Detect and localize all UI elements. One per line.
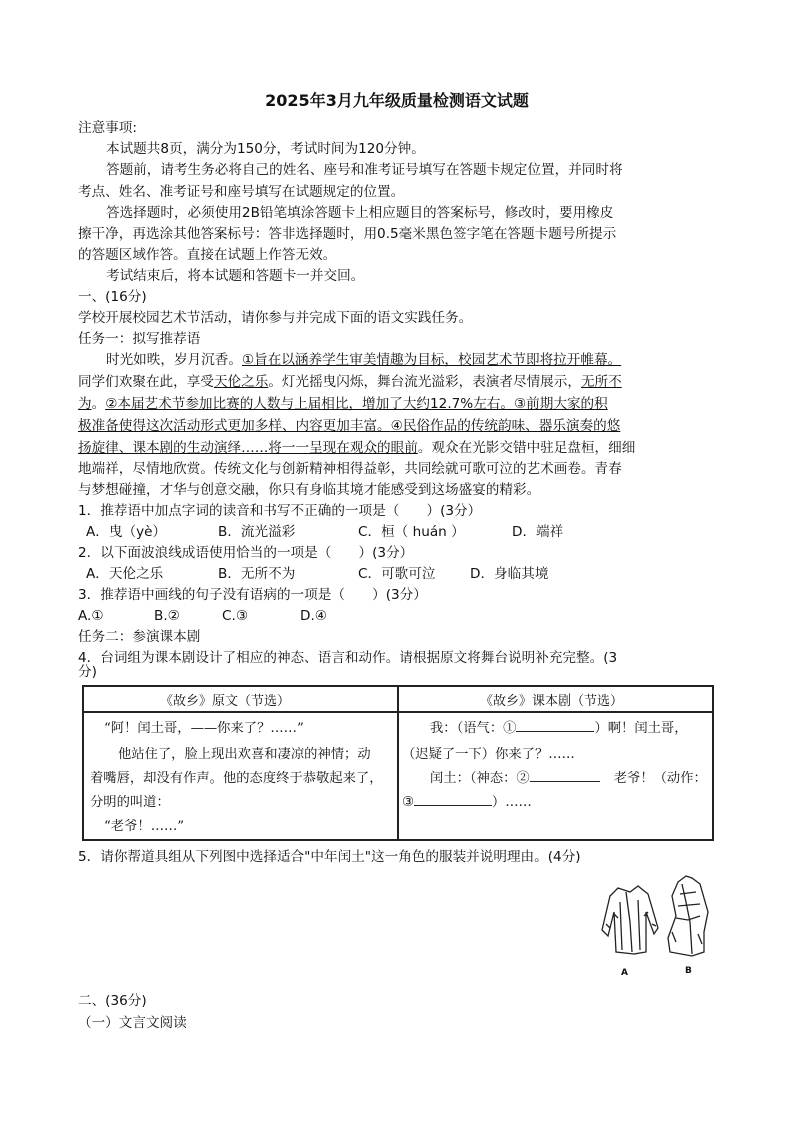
page-title: 2025年3月九年级质量检测语文试题 bbox=[265, 91, 529, 110]
q1-option-b: B．流光溢彩 bbox=[218, 524, 296, 540]
passage-line-2: 同学们欢聚在此，享受天伦之乐。灯光摇曳闪烁，舞台流光溢彩，表演者尽情展示，无所不 bbox=[78, 374, 622, 390]
table-divider-vertical bbox=[397, 687, 399, 839]
notice-heading: 注意事项: bbox=[78, 120, 137, 136]
section2-heading: 二、(36分) bbox=[78, 993, 147, 1009]
passage-line-6: 地端祥，尽情地欣赏。传统文化与创新精神相得益彰，共同绘就可歌可泣的艺术画卷。青春 bbox=[78, 461, 622, 477]
q3-option-b: B.② bbox=[154, 608, 180, 624]
sentence-1: ①旨在以涵养学生审美情趣为目标，校园艺术节即将拉开帷幕。 bbox=[241, 352, 622, 368]
question-3: 3．推荐语中画线的句子没有语病的一项是（ ）(3分） bbox=[78, 587, 427, 603]
table-divider-horizontal bbox=[84, 711, 712, 713]
q2-option-d: D．身临其境 bbox=[470, 566, 549, 582]
question-5: 5．请你帮道具组从下列图中选择适合"中年闰土"这一角色的服装并说明理由。(4分) bbox=[78, 849, 581, 865]
original-line-5: “老爷！……” bbox=[104, 819, 185, 834]
sentence-4: ④民俗作品的传统韵味、器乐演奏的悠 bbox=[390, 418, 621, 434]
original-line-2: 他站住了，脸上现出欢喜和凄凉的神情；动 bbox=[118, 747, 371, 762]
passage-line-7: 与梦想碰撞，才华与创意交融，你只有身临其境才能感受到这场盛宴的精彩。 bbox=[78, 482, 541, 498]
original-line-4: 分明的叫道： bbox=[90, 795, 170, 810]
costume-figures bbox=[596, 872, 720, 980]
table-header-play: 《故乡》课本剧（节选） bbox=[480, 694, 624, 709]
notice-p3b: 擦干净，再选涂其他答案标号：答非选择题时，用0.5毫米黑色签字笔在答题卡题号所提示 bbox=[78, 226, 617, 242]
answer-blank-3[interactable] bbox=[414, 791, 492, 806]
task1-title: 任务一：拟写推荐语 bbox=[78, 331, 201, 347]
question-4: 4．台词组为课本剧设计了相应的神态、语言和动作。请根据原文将舞台说明补充完整。(3 bbox=[78, 650, 618, 666]
original-line-1: “阿！闰土哥，——你来了？……” bbox=[104, 721, 304, 736]
table-header-original: 《故乡》原文（节选） bbox=[160, 694, 291, 709]
costume-a-label: A bbox=[621, 968, 628, 978]
q2-option-a: A．天伦之乐 bbox=[86, 566, 164, 582]
passage-line-1: 时光如昳，岁月沉香。①旨在以涵养学生审美情趣为目标，校园艺术节即将拉开帷幕。 bbox=[106, 352, 622, 368]
question-1: 1．推荐语中加点字词的读音和书写不正确的一项是（ ）(3分） bbox=[78, 503, 482, 519]
q2-option-c: C．可歌可泣 bbox=[358, 566, 436, 582]
notice-p4: 考试结束后，将本试题和答题卡一并交回。 bbox=[106, 268, 365, 284]
notice-p1: 本试题共8页，满分为150分，考试时间为120分钟。 bbox=[106, 141, 425, 157]
q2-option-b: B．无所不为 bbox=[218, 566, 296, 582]
q1-option-d: D．端祥 bbox=[512, 524, 564, 540]
q3-option-a: A.① bbox=[78, 608, 104, 624]
idiom-wusuobuwei: 无所不 bbox=[580, 374, 622, 390]
question-4-cont: 分) bbox=[78, 664, 97, 680]
comparison-table bbox=[82, 685, 714, 841]
notice-p2a: 答题前，请考生务必将自己的姓名、座号和准考证号填写在答题卡规定位置，并同时将 bbox=[106, 162, 623, 178]
sentence-3: ③前期大家的积 bbox=[514, 396, 608, 412]
original-line-3: 着嘴唇，却没有作声。他的态度终于恭敬起来了， bbox=[90, 771, 383, 786]
answer-blank-1[interactable] bbox=[516, 717, 594, 732]
play-line-1: 我：（语气：① ）啊！闰土哥， bbox=[430, 717, 688, 741]
section1-intro: 学校开展校园艺术节活动，请你参与并完成下面的语文实践任务。 bbox=[78, 310, 473, 326]
costume-a-illustration[interactable] bbox=[602, 886, 658, 954]
passage-line-4: 极准备使得这次活动形式更加多样、内容更加丰富。④民俗作品的传统韵味、器乐演奏的悠 bbox=[78, 418, 621, 434]
play-line-4: ③ ）…… bbox=[402, 791, 532, 815]
passage-line-3: 为。②本届艺术节参加比赛的人数与上届相比，增加了大约12.7%左右。③前期大家的积 bbox=[78, 396, 608, 412]
notice-p2b: 考点、姓名、准考证号和座号填写在试题规定的位置。 bbox=[78, 184, 405, 200]
passage-line-5: 扬旋律、课本剧的生动演绎……将一一呈现在观众的眼前。观众在光影交错中驻足盘桓，细细 bbox=[78, 440, 636, 456]
task2-title: 任务二：参演课本剧 bbox=[78, 629, 201, 645]
q1-option-c: C．桓（ huán ） bbox=[358, 524, 465, 540]
q3-option-c: C.③ bbox=[222, 608, 248, 624]
idiom-tianlun: 天伦之乐 bbox=[213, 374, 269, 390]
play-line-3: 闰土：（神态：② 老爷！（动作： bbox=[430, 767, 707, 791]
notice-p3a: 答选择题时，必须使用2B铅笔填涂答题卡上相应题目的答案标号，修改时，要用橡皮 bbox=[106, 205, 614, 221]
section2-sub: （一）文言文阅读 bbox=[78, 1015, 187, 1031]
answer-blank-2[interactable] bbox=[530, 767, 600, 782]
costume-b-label: B bbox=[685, 966, 692, 976]
notice-p3c: 的答题区域作答。直接在试题上作答无效。 bbox=[78, 247, 337, 263]
q3-option-d: D.④ bbox=[300, 608, 327, 624]
sentence-2: ②本届艺术节参加比赛的人数与上届相比，增加了大约12.7%左右。 bbox=[105, 396, 514, 412]
section1-heading: 一、(16分) bbox=[78, 289, 147, 305]
costume-b-illustration[interactable] bbox=[668, 876, 708, 956]
q1-option-a: A．曳（yè） bbox=[86, 524, 167, 540]
play-line-2: （迟疑了一下）你来了？…… bbox=[402, 747, 575, 762]
question-2: 2．以下面波浪线成语使用恰当的一项是（ ）(3分） bbox=[78, 545, 414, 561]
